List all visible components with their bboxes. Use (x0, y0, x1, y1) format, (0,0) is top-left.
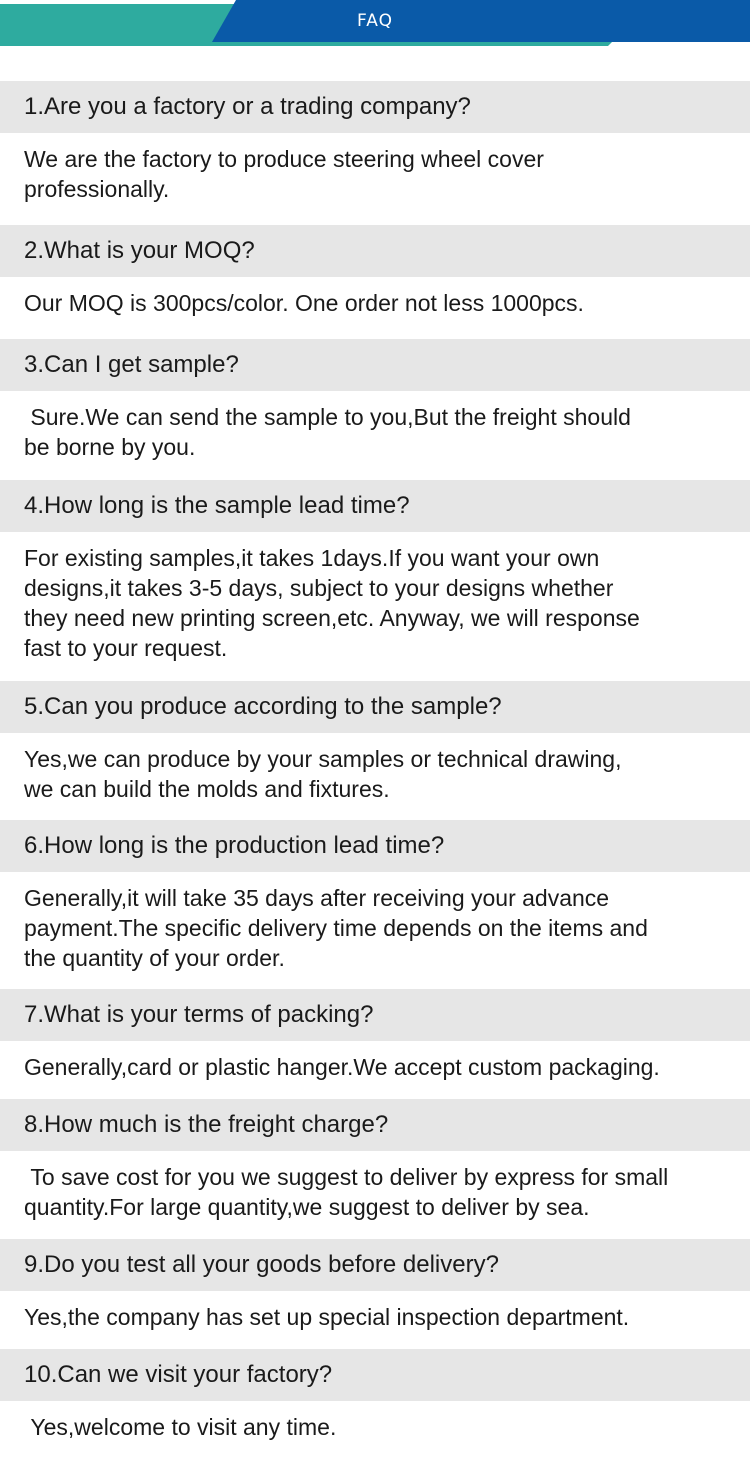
faq-answer-4: For existing samples,it takes 1days.If you want your own designs,it takes 3-5 days, subject to your designs whether they need new printing screen,etc. Anyway, we will response fast to your request. (24, 545, 640, 661)
faq-question-2: 2.What is your MOQ? (0, 225, 750, 277)
faq-question-5: 5.Can you produce according to the sample? (0, 681, 750, 733)
faq-answer-7: Generally,card or plastic hanger.We accept custom packaging. (24, 1054, 660, 1080)
faq-answer-6: Generally,it will take 35 days after receiving your advance payment.The specific delivery time depends on the items and the quantity of your order. (24, 885, 648, 971)
faq-answer-10: Yes,welcome to visit any time. (24, 1414, 337, 1440)
faq-answer-2: Our MOQ is 300pcs/color. One order not less 1000pcs. (24, 290, 584, 316)
faq-answer-8: To save cost for you we suggest to deliver by express for small quantity.For large quantity,we suggest to deliver by sea. (24, 1164, 669, 1220)
faq-answer-5: Yes,we can produce by your samples or technical drawing, we can build the molds and fixtures. (24, 746, 622, 802)
faq-title: FAQ (357, 11, 393, 31)
faq-question-3: 3.Can I get sample? (0, 339, 750, 391)
faq-question-10: 10.Can we visit your factory? (0, 1349, 750, 1401)
faq-question-4: 4.How long is the sample lead time? (0, 480, 750, 532)
faq-question-6: 6.How long is the production lead time? (0, 820, 750, 872)
faq-question-1: 1.Are you a factory or a trading company? (0, 81, 750, 133)
faq-answer-9: Yes,the company has set up special inspection department. (24, 1304, 630, 1330)
faq-answer-3: Sure.We can send the sample to you,But the freight should be borne by you. (24, 404, 631, 460)
faq-answer-1: We are the factory to produce steering wheel cover professionally. (24, 146, 544, 202)
faq-question-7: 7.What is your terms of packing? (0, 989, 750, 1041)
faq-question-9: 9.Do you test all your goods before delivery? (0, 1239, 750, 1291)
faq-question-8: 8.How much is the freight charge? (0, 1099, 750, 1151)
faq-header-banner (0, 0, 750, 46)
